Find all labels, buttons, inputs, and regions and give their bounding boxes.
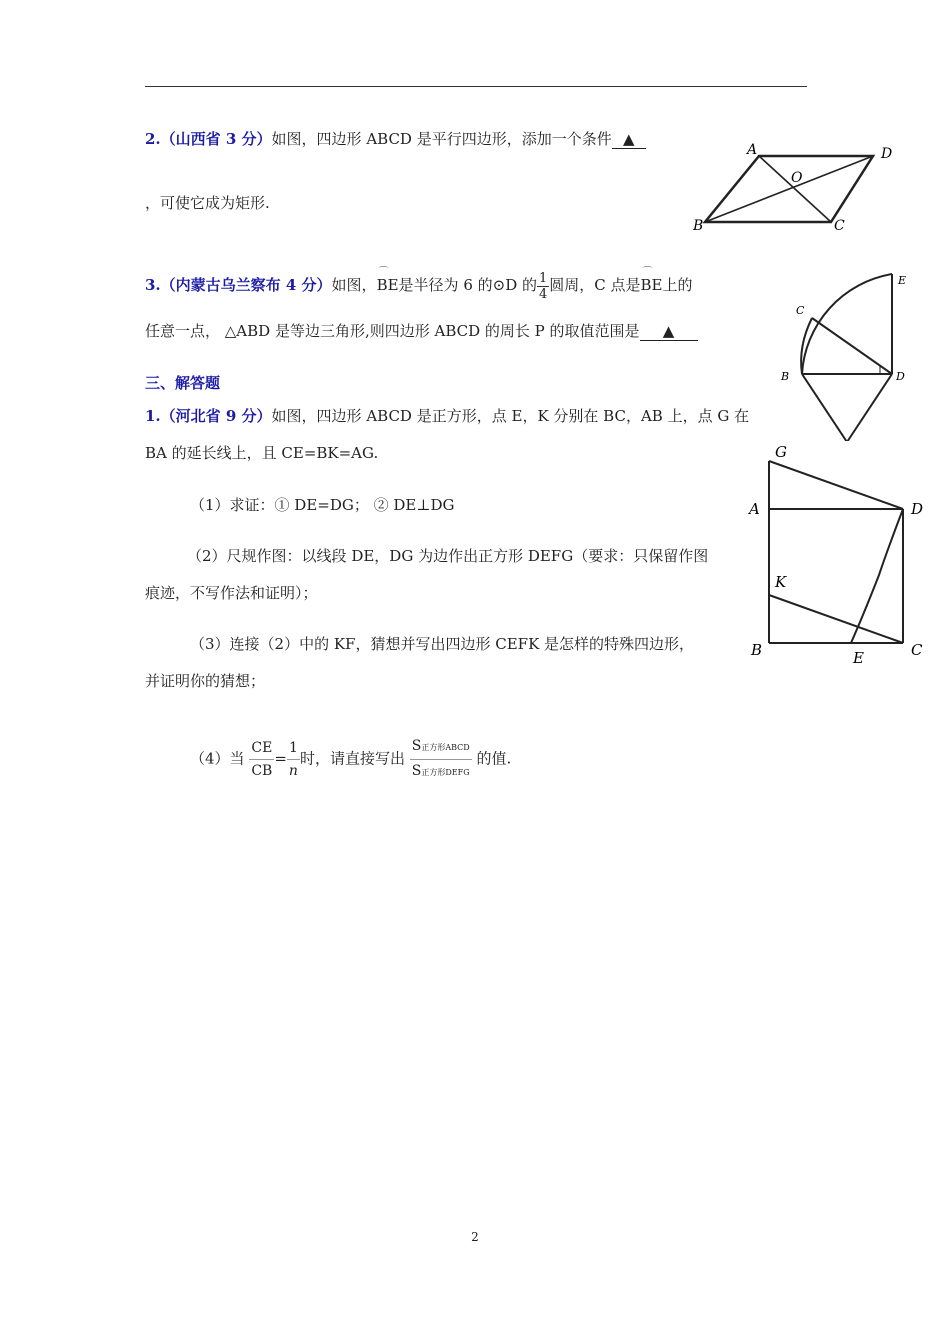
segment-ba xyxy=(802,374,847,442)
arc-be xyxy=(377,266,399,296)
segment-kc xyxy=(769,595,903,643)
q3-text-3: 圆周，C 点是 xyxy=(549,276,641,294)
segment-de xyxy=(851,509,903,643)
p1-part4 xyxy=(190,735,511,784)
n-denominator: n xyxy=(288,763,298,779)
label-k: K xyxy=(775,573,787,591)
label-c: C xyxy=(796,304,805,317)
q3-text-1: 如图， xyxy=(331,276,377,294)
q2-prefix: 2.（山西省 3 分） xyxy=(145,130,272,148)
q3-prefix: 3.（内蒙古乌兰察布 4 分） xyxy=(145,276,332,294)
page-number: 2 xyxy=(471,1230,479,1244)
label-a: A xyxy=(749,500,760,518)
square-figure xyxy=(747,441,927,663)
arc-mark-icon: ⌒ xyxy=(642,267,653,278)
arc-be-curve xyxy=(802,274,892,374)
q2-line1 xyxy=(145,128,646,150)
p1-part2-line1: （2）尺规作图：以线段 DE，DG 为边作出正方形 DEFG（要求：只保留作图 xyxy=(187,547,709,565)
n-numerator: 1 xyxy=(287,737,300,760)
label-d: D xyxy=(896,370,905,383)
q3-answer-blank[interactable]: ▲ xyxy=(640,322,698,341)
s-numerator: S xyxy=(411,738,422,754)
parallelogram-figure xyxy=(689,136,901,234)
q2-answer-blank[interactable]: ▲ xyxy=(612,130,646,149)
q3-line1 xyxy=(145,266,693,302)
header-rule xyxy=(145,86,807,87)
area-numerator xyxy=(410,735,472,760)
p1-text-1: 如图，四边形 ABCD 是正方形，点 E，K 分别在 BC，AB 上，点 G 在 xyxy=(271,407,750,425)
label-b: B xyxy=(781,370,790,383)
label-c: C xyxy=(911,641,923,659)
fraction-one-over-n xyxy=(287,737,300,782)
p1-line2: BA 的延长线上，且 CE=BK=AG. xyxy=(145,444,379,462)
p1-part1: （1）求证：① DE=DG； ② DE⊥DG xyxy=(190,496,455,514)
arc-be-label-2: BE xyxy=(640,276,663,294)
arc-mark-icon: ⌒ xyxy=(378,267,389,278)
ratio-numerator: CE xyxy=(249,737,274,760)
diagonal-ac xyxy=(759,156,831,222)
label-g: G xyxy=(775,443,787,461)
p1-prefix: 1.（河北省 9 分） xyxy=(145,407,272,425)
arc-be-2 xyxy=(641,266,663,296)
segment-gd xyxy=(769,461,903,509)
q2-line2: ，可使它成为矩形. xyxy=(145,194,270,212)
s-denominator: S xyxy=(411,763,422,779)
part4-text-pre: （4）当 xyxy=(190,749,245,768)
ratio-denominator: CB xyxy=(251,763,273,779)
diagonal-bd xyxy=(705,156,873,222)
part4-text-end: 的值. xyxy=(476,749,512,768)
p1-part2-line2: 痕迹，不写作法和证明）； xyxy=(145,584,318,602)
ratio-ce-cb xyxy=(249,737,274,782)
label-o: O xyxy=(791,170,803,186)
label-b: B xyxy=(693,218,704,234)
quarter-circle-figure xyxy=(776,266,918,442)
q3-text-5: 任意一点， △ABD 是等边三角形,则四边形 ABCD 的周长 P 的取值范围是 xyxy=(145,322,640,340)
fraction-denominator: 4 xyxy=(539,286,548,302)
equals-sign: = xyxy=(274,749,287,768)
part4-text-mid: 时，请直接写出 xyxy=(299,749,405,768)
area-ratio xyxy=(410,735,472,784)
p1-line1 xyxy=(145,405,749,427)
section-heading: 三、解答题 xyxy=(145,374,221,392)
p1-part3-line2: 并证明你的猜想； xyxy=(145,672,266,690)
arc-be-label: BE xyxy=(376,276,399,294)
label-a: A xyxy=(747,142,758,158)
segment-cd xyxy=(812,318,892,374)
fraction-quarter xyxy=(537,271,549,302)
area-denominator xyxy=(410,760,472,784)
q3-text-2: 是半径为 6 的⊙D 的 xyxy=(398,276,537,294)
label-b: B xyxy=(751,641,763,659)
fraction-numerator: 1 xyxy=(539,270,548,286)
label-d: D xyxy=(881,146,893,162)
q2-text: 如图，四边形 ABCD 是平行四边形，添加一个条件 xyxy=(271,130,612,148)
label-d: D xyxy=(911,500,924,518)
label-e: E xyxy=(853,649,864,663)
s-numerator-sub: 正方形ABCD xyxy=(421,743,470,752)
q3-text-4: 上的 xyxy=(662,276,693,294)
label-e: E xyxy=(898,274,907,287)
label-c: C xyxy=(834,218,845,234)
q3-line2 xyxy=(145,320,698,342)
s-denominator-sub: 正方形DEFG xyxy=(421,768,470,777)
p1-part3-line1: （3）连接（2）中的 KF，猜想并写出四边形 CEFK 是怎样的特殊四边形， xyxy=(190,635,695,653)
segment-da xyxy=(847,374,892,442)
